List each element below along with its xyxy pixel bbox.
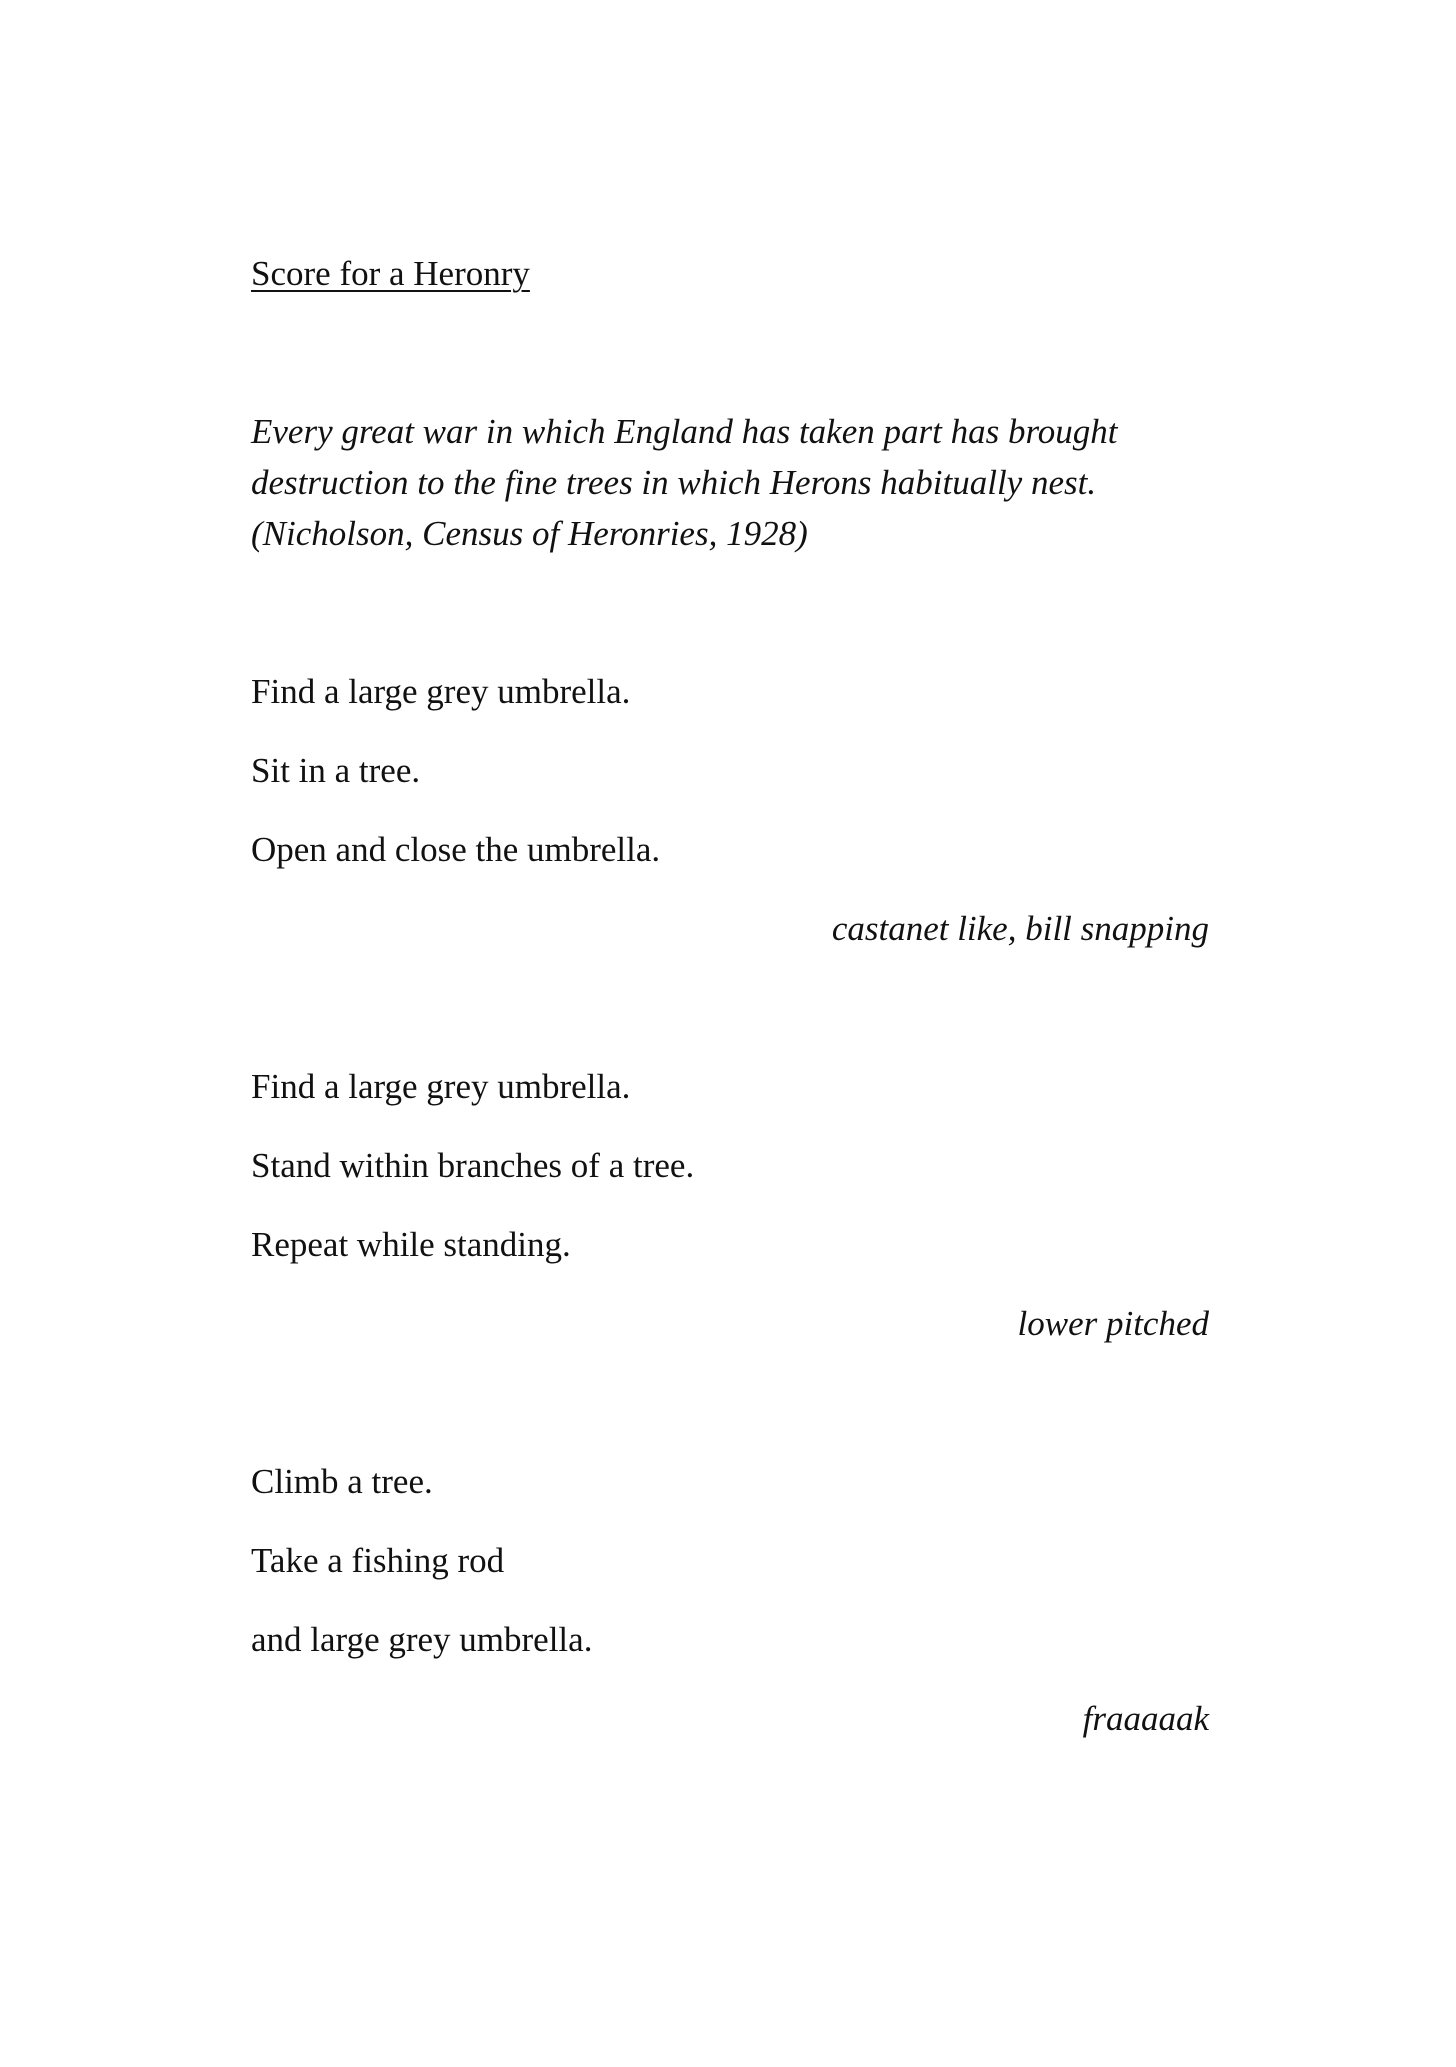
stanza-line: and large grey umbrella.: [251, 1620, 593, 1659]
stanza-line: Stand within branches of a tree.: [251, 1146, 695, 1185]
epigraph-line: destruction to the fine trees in which Herons habitually nest.: [251, 463, 1097, 502]
stanza-line: Find a large grey umbrella.: [251, 672, 631, 711]
stanza-line: Open and close the umbrella.: [251, 830, 661, 869]
stanza-line: Repeat while standing.: [251, 1225, 571, 1264]
stanza-note: fraaaaak: [1082, 1699, 1209, 1738]
stanza-note: lower pitched: [1017, 1304, 1209, 1343]
stanza-line: Sit in a tree.: [251, 751, 421, 790]
stanza-note: castanet like, bill snapping: [831, 909, 1209, 948]
stanza-line: Take a fishing rod: [251, 1541, 505, 1580]
page-title: Score for a Heronry: [251, 254, 530, 293]
stanza-line: Climb a tree.: [251, 1462, 433, 1501]
stanza-line: Find a large grey umbrella.: [251, 1067, 631, 1106]
epigraph-line: Every great war in which England has taken part has brought: [251, 412, 1118, 451]
epigraph-citation: (Nicholson, Census of Heronries, 1928): [251, 514, 808, 553]
